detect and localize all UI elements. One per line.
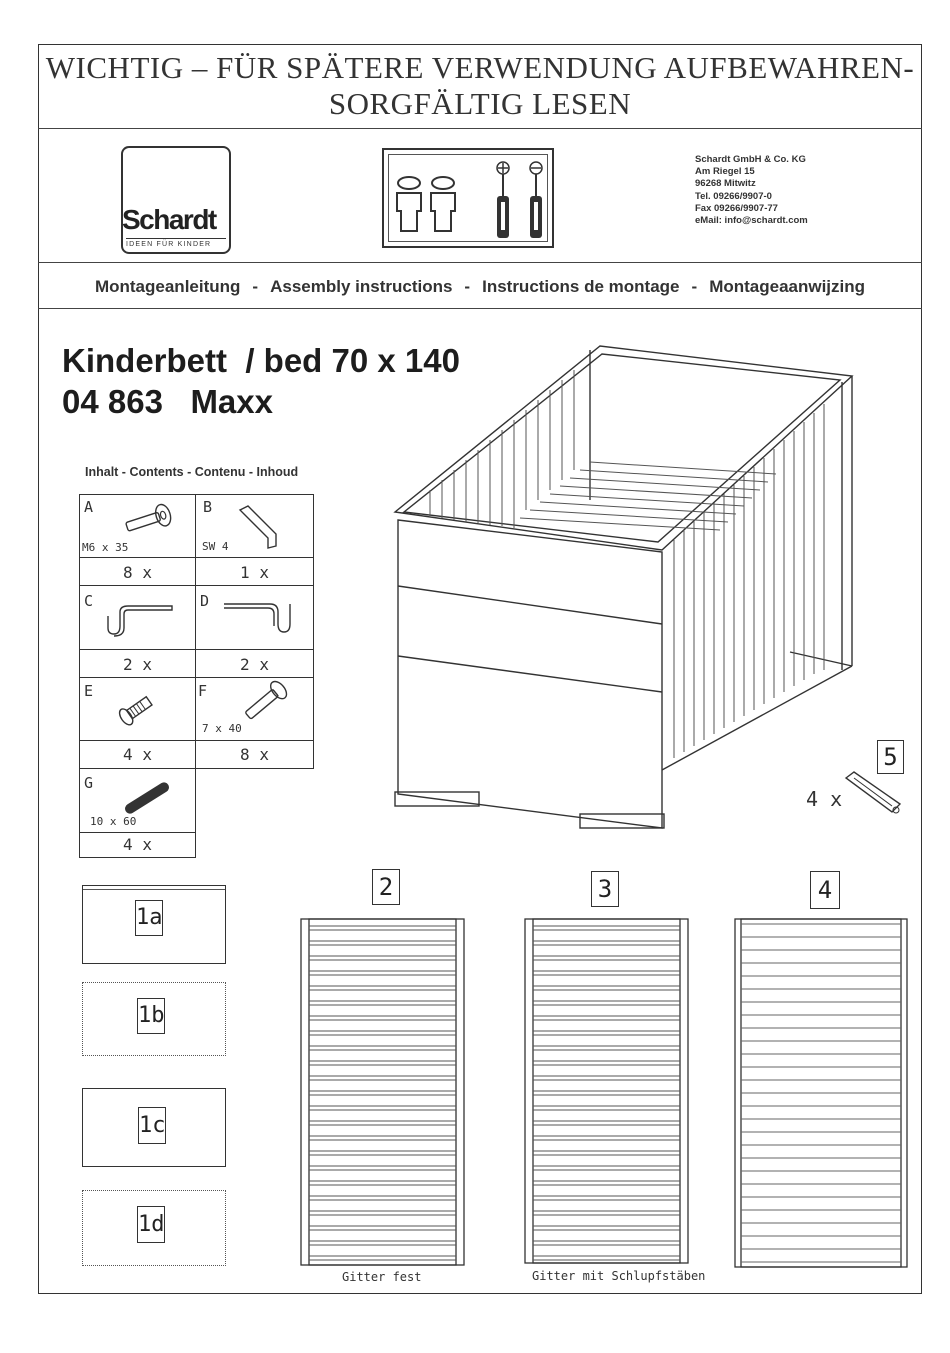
- company-email: eMail: info@schardt.com: [695, 215, 808, 227]
- caption-rail-3: Gitter mit Schlupfstäben: [532, 1269, 706, 1283]
- hook-bolt-icon: [220, 596, 298, 636]
- side-rail-2: [300, 918, 465, 1268]
- side-rail-4: [734, 918, 909, 1270]
- company-tel: Tel. 09266/9907-0: [695, 190, 772, 202]
- lang-nl: Montageaanwijzing: [709, 277, 866, 296]
- warning-line-2: SORGFÄLTIG LESEN: [328, 86, 632, 121]
- part-quantity: 2 x: [240, 655, 269, 674]
- divider: [38, 128, 922, 129]
- language-bar: [40, 277, 920, 297]
- part-size: 10 x 60: [90, 815, 137, 828]
- part-quantity: 8 x: [240, 745, 269, 764]
- separator: -: [464, 277, 471, 296]
- part-label-1d: 1d: [137, 1206, 165, 1243]
- flat-screwdriver-icon: [526, 160, 546, 242]
- part-label-2: 2: [372, 869, 400, 905]
- part-letter: G: [84, 774, 94, 792]
- hook-bolt-icon: [100, 596, 178, 636]
- lang-en: Assembly instructions: [270, 277, 453, 296]
- part-letter: F: [198, 682, 208, 700]
- separator: -: [252, 277, 259, 296]
- company-city: 96268 Mitwitz: [695, 178, 756, 190]
- part-5-quantity: 4 x: [806, 787, 843, 811]
- company-name: Schardt GmbH & Co. KG: [695, 154, 806, 165]
- schardt-logo: [121, 146, 231, 254]
- product-number: 04 863 Maxx: [62, 383, 273, 420]
- company-address: [695, 154, 808, 227]
- logo-brand: Schardt: [122, 204, 216, 235]
- logo-tagline: IDEEN FÜR KINDER: [126, 238, 226, 248]
- part-label-3: 3: [591, 871, 619, 907]
- separator: -: [691, 277, 698, 296]
- part-letter: A: [84, 498, 94, 516]
- part-quantity: 8 x: [123, 563, 152, 582]
- company-street: Am Riegel 15: [695, 166, 755, 178]
- dowel-icon: [120, 778, 174, 818]
- part-size: M6 x 35: [82, 541, 129, 554]
- part-label-1a: 1a: [135, 900, 163, 936]
- person-icon: [428, 175, 458, 235]
- part-label-1c: 1c: [138, 1107, 166, 1144]
- part-letter: B: [203, 498, 213, 516]
- part-letter: C: [84, 592, 94, 610]
- part-quantity: 2 x: [123, 655, 152, 674]
- part-size: SW 4: [202, 540, 229, 553]
- part-quantity: 4 x: [123, 835, 152, 854]
- divider: [38, 308, 922, 309]
- caption-rail-2: Gitter fest: [342, 1270, 422, 1284]
- lang-fr: Instructions de montage: [482, 277, 680, 296]
- phillips-screwdriver-icon: [493, 160, 513, 242]
- person-icon: [394, 175, 424, 235]
- crib-illustration: [390, 340, 865, 835]
- pin-bolt-icon: [236, 680, 296, 720]
- part-label-1b: 1b: [137, 998, 165, 1034]
- part-quantity: 4 x: [123, 745, 152, 764]
- part-quantity: 1 x: [240, 563, 269, 582]
- side-rail-3: [524, 918, 689, 1266]
- divider: [38, 262, 922, 263]
- screw-icon: [114, 692, 158, 728]
- warning-line-1: WICHTIG – FÜR SPÄTERE VERWENDUNG AUFBEWAHREN-: [45, 50, 915, 85]
- product-title: Kinderbett / bed 70 x 140: [62, 342, 460, 379]
- part-size: 7 x 40: [202, 722, 242, 735]
- part-letter: E: [84, 682, 94, 700]
- contents-title: Inhalt - Contents - Contenu - Inhoud: [85, 465, 299, 479]
- bolt-icon: [120, 500, 180, 540]
- part-label-5: 5: [877, 740, 904, 774]
- allen-key-icon: [232, 500, 288, 552]
- part-letter: D: [200, 592, 210, 610]
- lang-de: Montageanleitung: [94, 277, 241, 296]
- part-label-4: 4: [810, 871, 840, 909]
- bracket-icon: [842, 768, 904, 818]
- company-fax: Fax 09266/9907-77: [695, 202, 778, 214]
